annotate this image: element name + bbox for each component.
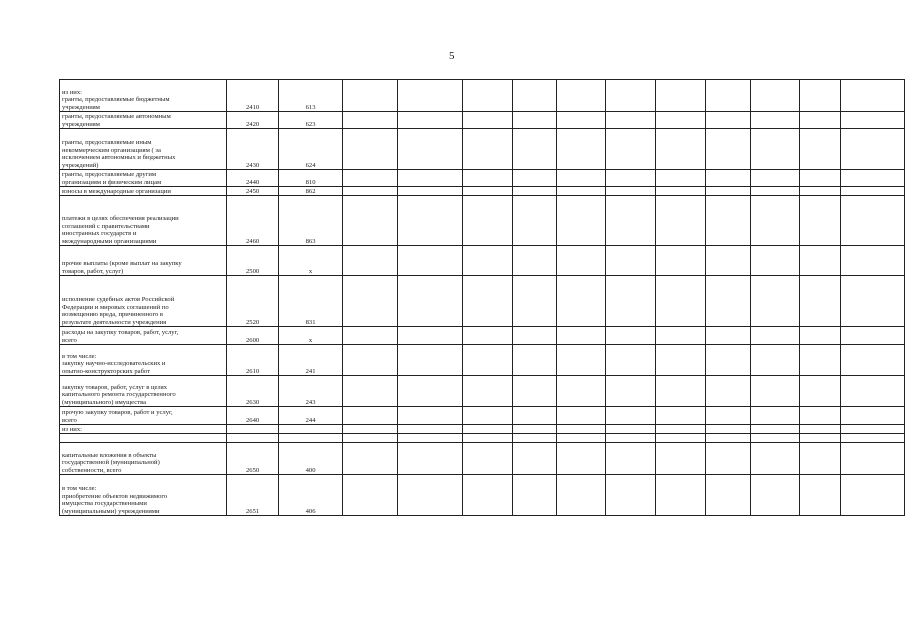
amount-cell: [750, 443, 799, 475]
row-name: гранты, предоставляемые другим организациям и физическим лицам: [60, 170, 227, 187]
amount-cell: [606, 112, 656, 129]
amount-cell: [557, 407, 606, 425]
amount-cell: [705, 170, 750, 187]
amount-cell: [606, 443, 656, 475]
table-row: [60, 170, 905, 187]
amount-cell: [606, 276, 656, 327]
amount-cell: [606, 187, 656, 196]
amount-cell: [557, 112, 606, 129]
row-code: [227, 434, 279, 443]
amount-cell: [343, 187, 397, 196]
row-name: капитальные вложения в объекты государственной (муниципальной) собственности, всего: [60, 443, 227, 475]
amount-cell: [397, 443, 463, 475]
amount-cell: [750, 475, 799, 516]
amount-cell: [705, 246, 750, 276]
amount-cell: [606, 80, 656, 112]
amount-cell: [750, 187, 799, 196]
amount-cell: [463, 345, 513, 376]
amount-cell: [557, 129, 606, 170]
amount-cell: [655, 276, 705, 327]
row-kosgu: 241: [278, 345, 342, 376]
amount-cell: [606, 475, 656, 516]
amount-cell: [557, 345, 606, 376]
amount-cell: [705, 112, 750, 129]
amount-cell: [750, 327, 799, 345]
amount-cell: [655, 327, 705, 345]
amount-cell: [799, 80, 840, 112]
table-row: [60, 276, 905, 327]
amount-cell: [655, 246, 705, 276]
amount-cell: [606, 327, 656, 345]
amount-cell: [463, 425, 513, 434]
amount-cell: [397, 376, 463, 407]
amount-cell: [463, 376, 513, 407]
row-code: 2410: [227, 80, 279, 112]
amount-cell: [557, 434, 606, 443]
amount-cell: [606, 425, 656, 434]
row-code: 2520: [227, 276, 279, 327]
amount-cell: [655, 443, 705, 475]
amount-cell: [606, 434, 656, 443]
row-kosgu: [278, 434, 342, 443]
table-row: [60, 112, 905, 129]
page-number: 5: [449, 50, 455, 62]
row-code: 2460: [227, 196, 279, 246]
amount-cell: [655, 170, 705, 187]
amount-cell: [841, 276, 905, 327]
amount-cell: [655, 187, 705, 196]
amount-cell: [463, 112, 513, 129]
row-code: 2600: [227, 327, 279, 345]
amount-cell: [750, 276, 799, 327]
row-kosgu: 406: [278, 475, 342, 516]
amount-cell: [397, 327, 463, 345]
amount-cell: [557, 376, 606, 407]
amount-cell: [463, 170, 513, 187]
amount-cell: [606, 170, 656, 187]
amount-cell: [750, 434, 799, 443]
amount-cell: [513, 434, 557, 443]
row-name: из них: гранты, предоставляемые бюджетным учреждениям: [60, 80, 227, 112]
amount-cell: [655, 434, 705, 443]
amount-cell: [841, 345, 905, 376]
amount-cell: [750, 129, 799, 170]
amount-cell: [705, 187, 750, 196]
amount-cell: [463, 129, 513, 170]
row-code: 2630: [227, 376, 279, 407]
row-name: взносы в международные организации: [60, 187, 227, 196]
amount-cell: [557, 80, 606, 112]
amount-cell: [705, 475, 750, 516]
row-kosgu: х: [278, 246, 342, 276]
amount-cell: [513, 129, 557, 170]
amount-cell: [343, 407, 397, 425]
amount-cell: [841, 112, 905, 129]
amount-cell: [463, 246, 513, 276]
table-row: [60, 80, 905, 112]
amount-cell: [841, 475, 905, 516]
amount-cell: [513, 425, 557, 434]
table-row: [60, 196, 905, 246]
amount-cell: [841, 129, 905, 170]
amount-cell: [513, 376, 557, 407]
row-kosgu: х: [278, 327, 342, 345]
row-code: 2650: [227, 443, 279, 475]
row-code: 2450: [227, 187, 279, 196]
amount-cell: [705, 196, 750, 246]
table-row: [60, 425, 905, 434]
amount-cell: [705, 443, 750, 475]
amount-cell: [463, 276, 513, 327]
amount-cell: [841, 170, 905, 187]
amount-cell: [705, 80, 750, 112]
row-code: 2640: [227, 407, 279, 425]
amount-cell: [799, 475, 840, 516]
amount-cell: [343, 475, 397, 516]
amount-cell: [705, 376, 750, 407]
amount-cell: [397, 434, 463, 443]
row-name: в том числе: приобретение объектов недвижимого имущества государственными (муниципальными) учреждениями: [60, 475, 227, 516]
amount-cell: [841, 80, 905, 112]
amount-cell: [557, 425, 606, 434]
amount-cell: [799, 170, 840, 187]
row-name: платежи в целях обеспечения реализации соглашений с правительствами иностранных государств и международными организациями: [60, 196, 227, 246]
amount-cell: [655, 376, 705, 407]
amount-cell: [343, 327, 397, 345]
amount-cell: [655, 80, 705, 112]
row-code: 2430: [227, 129, 279, 170]
amount-cell: [799, 196, 840, 246]
table-row: [60, 475, 905, 516]
amount-cell: [397, 246, 463, 276]
row-kosgu: 623: [278, 112, 342, 129]
amount-cell: [705, 327, 750, 345]
amount-cell: [343, 425, 397, 434]
amount-cell: [841, 246, 905, 276]
amount-cell: [799, 345, 840, 376]
amount-cell: [463, 327, 513, 345]
amount-cell: [799, 434, 840, 443]
amount-cell: [655, 129, 705, 170]
amount-cell: [513, 112, 557, 129]
table-row: [60, 345, 905, 376]
amount-cell: [799, 376, 840, 407]
amount-cell: [799, 443, 840, 475]
row-code: 2651: [227, 475, 279, 516]
table-row: [60, 327, 905, 345]
row-kosgu: 613: [278, 80, 342, 112]
row-code: 2420: [227, 112, 279, 129]
amount-cell: [343, 170, 397, 187]
amount-cell: [557, 276, 606, 327]
amount-cell: [397, 407, 463, 425]
amount-cell: [655, 196, 705, 246]
amount-cell: [799, 187, 840, 196]
row-code: 2500: [227, 246, 279, 276]
amount-cell: [343, 196, 397, 246]
amount-cell: [799, 129, 840, 170]
amount-cell: [513, 196, 557, 246]
amount-cell: [463, 80, 513, 112]
amount-cell: [750, 246, 799, 276]
amount-cell: [397, 80, 463, 112]
amount-cell: [397, 345, 463, 376]
row-kosgu: 863: [278, 196, 342, 246]
amount-cell: [513, 327, 557, 345]
row-kosgu: 243: [278, 376, 342, 407]
amount-cell: [750, 407, 799, 425]
amount-cell: [799, 407, 840, 425]
expenditure-table: [59, 79, 905, 516]
amount-cell: [343, 129, 397, 170]
amount-cell: [606, 246, 656, 276]
amount-cell: [750, 425, 799, 434]
row-name: прочие выплаты (кроме выплат на закупку товаров, работ, услуг): [60, 246, 227, 276]
table-row: [60, 187, 905, 196]
amount-cell: [343, 443, 397, 475]
amount-cell: [841, 443, 905, 475]
amount-cell: [463, 187, 513, 196]
amount-cell: [343, 246, 397, 276]
amount-cell: [513, 246, 557, 276]
amount-cell: [655, 425, 705, 434]
amount-cell: [799, 327, 840, 345]
amount-cell: [606, 345, 656, 376]
amount-cell: [343, 376, 397, 407]
row-kosgu: 862: [278, 187, 342, 196]
amount-cell: [343, 80, 397, 112]
amount-cell: [557, 475, 606, 516]
amount-cell: [750, 112, 799, 129]
amount-cell: [557, 196, 606, 246]
amount-cell: [557, 170, 606, 187]
row-name: исполнение судебных актов Российской Федерации и мировых соглашений по возмещению вреда, причиненного в результате деятельности учреждения: [60, 276, 227, 327]
amount-cell: [841, 187, 905, 196]
amount-cell: [557, 246, 606, 276]
amount-cell: [397, 475, 463, 516]
amount-cell: [463, 475, 513, 516]
row-kosgu: 244: [278, 407, 342, 425]
row-name: расходы на закупку товаров, работ, услуг, всего: [60, 327, 227, 345]
amount-cell: [513, 80, 557, 112]
amount-cell: [513, 443, 557, 475]
amount-cell: [463, 443, 513, 475]
amount-cell: [841, 425, 905, 434]
amount-cell: [705, 407, 750, 425]
amount-cell: [606, 129, 656, 170]
row-kosgu: 810: [278, 170, 342, 187]
row-name: в том числе: закупку научно-исследовательских и опытно-конструкторских работ: [60, 345, 227, 376]
amount-cell: [750, 170, 799, 187]
amount-cell: [397, 112, 463, 129]
amount-cell: [557, 187, 606, 196]
amount-cell: [606, 196, 656, 246]
row-code: 2440: [227, 170, 279, 187]
amount-cell: [799, 246, 840, 276]
table-row: [60, 407, 905, 425]
row-kosgu: [278, 425, 342, 434]
row-name: гранты, предоставляемые иным некоммерческим организациям ( за исключением автономных и бюджетных учреждений): [60, 129, 227, 170]
amount-cell: [397, 129, 463, 170]
row-code: [227, 425, 279, 434]
amount-cell: [841, 407, 905, 425]
amount-cell: [513, 187, 557, 196]
amount-cell: [513, 345, 557, 376]
amount-cell: [343, 345, 397, 376]
row-name: из них:: [60, 425, 227, 434]
amount-cell: [750, 80, 799, 112]
amount-cell: [705, 434, 750, 443]
table-row: [60, 129, 905, 170]
row-name: прочую закупку товаров, работ и услуг, всего: [60, 407, 227, 425]
amount-cell: [655, 112, 705, 129]
amount-cell: [841, 196, 905, 246]
amount-cell: [606, 376, 656, 407]
amount-cell: [463, 196, 513, 246]
amount-cell: [799, 276, 840, 327]
amount-cell: [705, 425, 750, 434]
amount-cell: [750, 376, 799, 407]
amount-cell: [397, 187, 463, 196]
amount-cell: [606, 407, 656, 425]
amount-cell: [841, 327, 905, 345]
amount-cell: [397, 170, 463, 187]
row-name: закупку товаров, работ, услуг в целях капитального ремонта государственного (муниципального) имущества: [60, 376, 227, 407]
row-code: 2610: [227, 345, 279, 376]
amount-cell: [750, 345, 799, 376]
amount-cell: [705, 129, 750, 170]
row-name: гранты, предоставляемые автономным учреждениям: [60, 112, 227, 129]
amount-cell: [397, 276, 463, 327]
amount-cell: [841, 434, 905, 443]
amount-cell: [799, 112, 840, 129]
amount-cell: [513, 407, 557, 425]
amount-cell: [343, 112, 397, 129]
amount-cell: [557, 327, 606, 345]
amount-cell: [463, 434, 513, 443]
row-name: [60, 434, 227, 443]
amount-cell: [750, 196, 799, 246]
table-row: [60, 443, 905, 475]
amount-cell: [513, 475, 557, 516]
row-kosgu: 831: [278, 276, 342, 327]
amount-cell: [557, 443, 606, 475]
amount-cell: [655, 407, 705, 425]
amount-cell: [513, 170, 557, 187]
amount-cell: [343, 276, 397, 327]
row-kosgu: 400: [278, 443, 342, 475]
amount-cell: [655, 345, 705, 376]
table-row: [60, 376, 905, 407]
amount-cell: [397, 425, 463, 434]
amount-cell: [655, 475, 705, 516]
amount-cell: [397, 196, 463, 246]
amount-cell: [463, 407, 513, 425]
amount-cell: [841, 376, 905, 407]
table-row: [60, 434, 905, 443]
amount-cell: [343, 434, 397, 443]
amount-cell: [513, 276, 557, 327]
amount-cell: [799, 425, 840, 434]
amount-cell: [705, 276, 750, 327]
row-kosgu: 624: [278, 129, 342, 170]
table-row: [60, 246, 905, 276]
amount-cell: [705, 345, 750, 376]
